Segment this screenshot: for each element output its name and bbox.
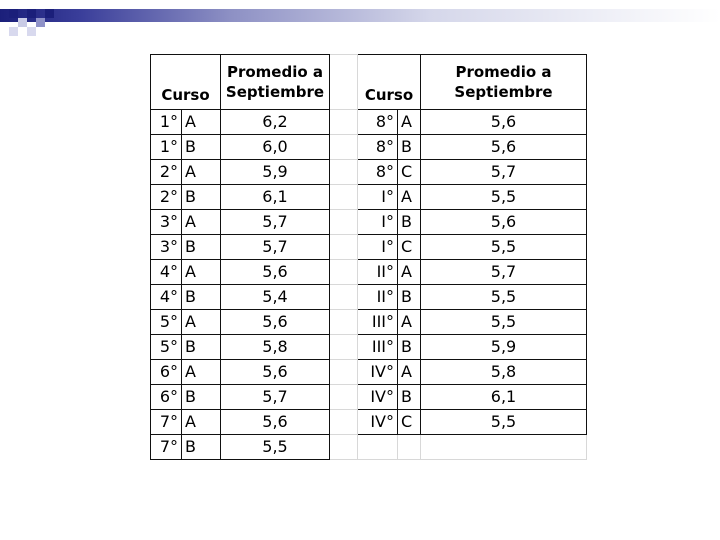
curso-nivel-cell: 4° (151, 285, 182, 310)
curso-nivel-cell: 6° (151, 385, 182, 410)
header-promedio-line2: Septiembre (454, 83, 553, 101)
gap-cell (330, 235, 358, 260)
grades-table (150, 54, 587, 460)
table-header-row (151, 55, 587, 110)
gap-cell (330, 185, 358, 210)
table-row (151, 185, 587, 210)
promedio-cell: 5,7 (221, 210, 330, 235)
curso-seccion-cell: A (398, 360, 421, 385)
decorative-square (9, 27, 18, 36)
curso-nivel-cell: 8° (358, 160, 398, 185)
promedio-cell: 5,6 (221, 360, 330, 385)
curso-seccion-cell: A (182, 110, 221, 135)
table-row (151, 385, 587, 410)
curso-seccion-cell: C (398, 235, 421, 260)
curso-nivel-cell: 3° (151, 235, 182, 260)
curso-nivel-cell: I° (358, 235, 398, 260)
gap-cell (330, 135, 358, 160)
curso-nivel-cell: IV° (358, 385, 398, 410)
curso-seccion-cell: A (182, 210, 221, 235)
gap-cell (330, 110, 358, 135)
decorative-square (27, 27, 36, 36)
curso-seccion-cell: B (398, 285, 421, 310)
curso-seccion-cell: A (182, 160, 221, 185)
header-promedio-line2: Septiembre (225, 83, 325, 101)
decorative-square (9, 9, 18, 18)
gap-cell (330, 360, 358, 385)
header-promedio-line1: Promedio a (226, 62, 324, 81)
curso-seccion-cell: B (398, 335, 421, 360)
gap-cell (330, 260, 358, 285)
promedio-cell: 5,5 (421, 185, 587, 210)
promedio-cell: 5,7 (221, 235, 330, 260)
header-promedio-line1: Promedio a (455, 62, 552, 81)
promedio-cell: 5,5 (421, 285, 587, 310)
promedio-cell: 6,1 (421, 385, 587, 410)
table-row (151, 235, 587, 260)
curso-seccion-cell: B (182, 135, 221, 160)
curso-nivel-cell: 6° (151, 360, 182, 385)
curso-nivel-cell: II° (358, 285, 398, 310)
promedio-cell: 5,5 (221, 435, 330, 460)
curso-nivel-cell: 5° (151, 335, 182, 360)
empty-cell (358, 435, 398, 460)
curso-nivel-cell: 2° (151, 185, 182, 210)
promedio-cell: 5,6 (421, 135, 587, 160)
gap-cell (330, 335, 358, 360)
curso-seccion-cell: A (182, 310, 221, 335)
header-promedio-left (221, 55, 330, 110)
curso-seccion-cell: A (182, 410, 221, 435)
promedio-cell: 6,2 (221, 110, 330, 135)
header-curso-right: Curso (358, 55, 421, 110)
table-row (151, 135, 587, 160)
curso-seccion-cell: A (398, 110, 421, 135)
curso-seccion-cell: B (182, 385, 221, 410)
curso-nivel-cell: 8° (358, 135, 398, 160)
promedio-cell: 5,7 (221, 385, 330, 410)
promedio-cell: 5,6 (221, 260, 330, 285)
promedio-cell: 5,6 (221, 410, 330, 435)
promedio-cell: 5,5 (421, 235, 587, 260)
promedio-cell: 5,6 (421, 210, 587, 235)
curso-nivel-cell: 1° (151, 135, 182, 160)
header-promedio-right (421, 55, 587, 110)
curso-seccion-cell: B (182, 235, 221, 260)
curso-nivel-cell: IV° (358, 410, 398, 435)
curso-nivel-cell: 7° (151, 410, 182, 435)
curso-nivel-cell: 4° (151, 260, 182, 285)
table-row (151, 435, 587, 460)
curso-nivel-cell: I° (358, 210, 398, 235)
promedio-cell: 5,6 (221, 310, 330, 335)
curso-seccion-cell: B (182, 285, 221, 310)
curso-seccion-cell: C (398, 410, 421, 435)
curso-nivel-cell: 3° (151, 210, 182, 235)
promedio-cell: 5,8 (221, 335, 330, 360)
gap-cell (330, 435, 358, 460)
gap-cell (330, 55, 358, 110)
table-row (151, 260, 587, 285)
table-row (151, 110, 587, 135)
curso-seccion-cell: B (182, 185, 221, 210)
grades-table-body (151, 55, 587, 460)
gap-cell (330, 285, 358, 310)
promedio-cell: 6,1 (221, 185, 330, 210)
curso-seccion-cell: C (398, 160, 421, 185)
curso-seccion-cell: A (182, 260, 221, 285)
curso-nivel-cell: III° (358, 335, 398, 360)
promedio-cell: 6,0 (221, 135, 330, 160)
gap-cell (330, 310, 358, 335)
decorative-square (36, 18, 45, 27)
promedio-cell: 5,8 (421, 360, 587, 385)
table-row (151, 410, 587, 435)
empty-cell (421, 435, 587, 460)
header-band (0, 9, 720, 22)
table-row (151, 285, 587, 310)
table-row (151, 360, 587, 385)
promedio-cell: 5,7 (421, 160, 587, 185)
curso-nivel-cell: 2° (151, 160, 182, 185)
gap-cell (330, 210, 358, 235)
curso-nivel-cell: 7° (151, 435, 182, 460)
header-curso-left: Curso (151, 55, 221, 110)
gap-cell (330, 160, 358, 185)
curso-nivel-cell: II° (358, 260, 398, 285)
decorative-square (27, 9, 36, 18)
curso-seccion-cell: B (398, 135, 421, 160)
curso-seccion-cell: A (398, 310, 421, 335)
curso-seccion-cell: A (182, 360, 221, 385)
promedio-cell: 5,7 (421, 260, 587, 285)
curso-seccion-cell: B (398, 385, 421, 410)
decorative-square (45, 9, 54, 18)
curso-nivel-cell: 8° (358, 110, 398, 135)
curso-seccion-cell: A (398, 260, 421, 285)
gap-cell (330, 410, 358, 435)
curso-nivel-cell: IV° (358, 360, 398, 385)
table-row (151, 210, 587, 235)
curso-seccion-cell: B (182, 435, 221, 460)
curso-nivel-cell: 5° (151, 310, 182, 335)
curso-nivel-cell: I° (358, 185, 398, 210)
promedio-cell: 5,5 (421, 310, 587, 335)
table-row (151, 310, 587, 335)
promedio-cell: 5,4 (221, 285, 330, 310)
decorative-square (18, 18, 27, 27)
gap-cell (330, 385, 358, 410)
empty-cell (398, 435, 421, 460)
curso-seccion-cell: B (182, 335, 221, 360)
table-row (151, 160, 587, 185)
curso-nivel-cell: III° (358, 310, 398, 335)
curso-seccion-cell: A (398, 185, 421, 210)
promedio-cell: 5,9 (421, 335, 587, 360)
promedio-cell: 5,9 (221, 160, 330, 185)
promedio-cell: 5,6 (421, 110, 587, 135)
promedio-cell: 5,5 (421, 410, 587, 435)
curso-nivel-cell: 1° (151, 110, 182, 135)
table-row (151, 335, 587, 360)
curso-seccion-cell: B (398, 210, 421, 235)
